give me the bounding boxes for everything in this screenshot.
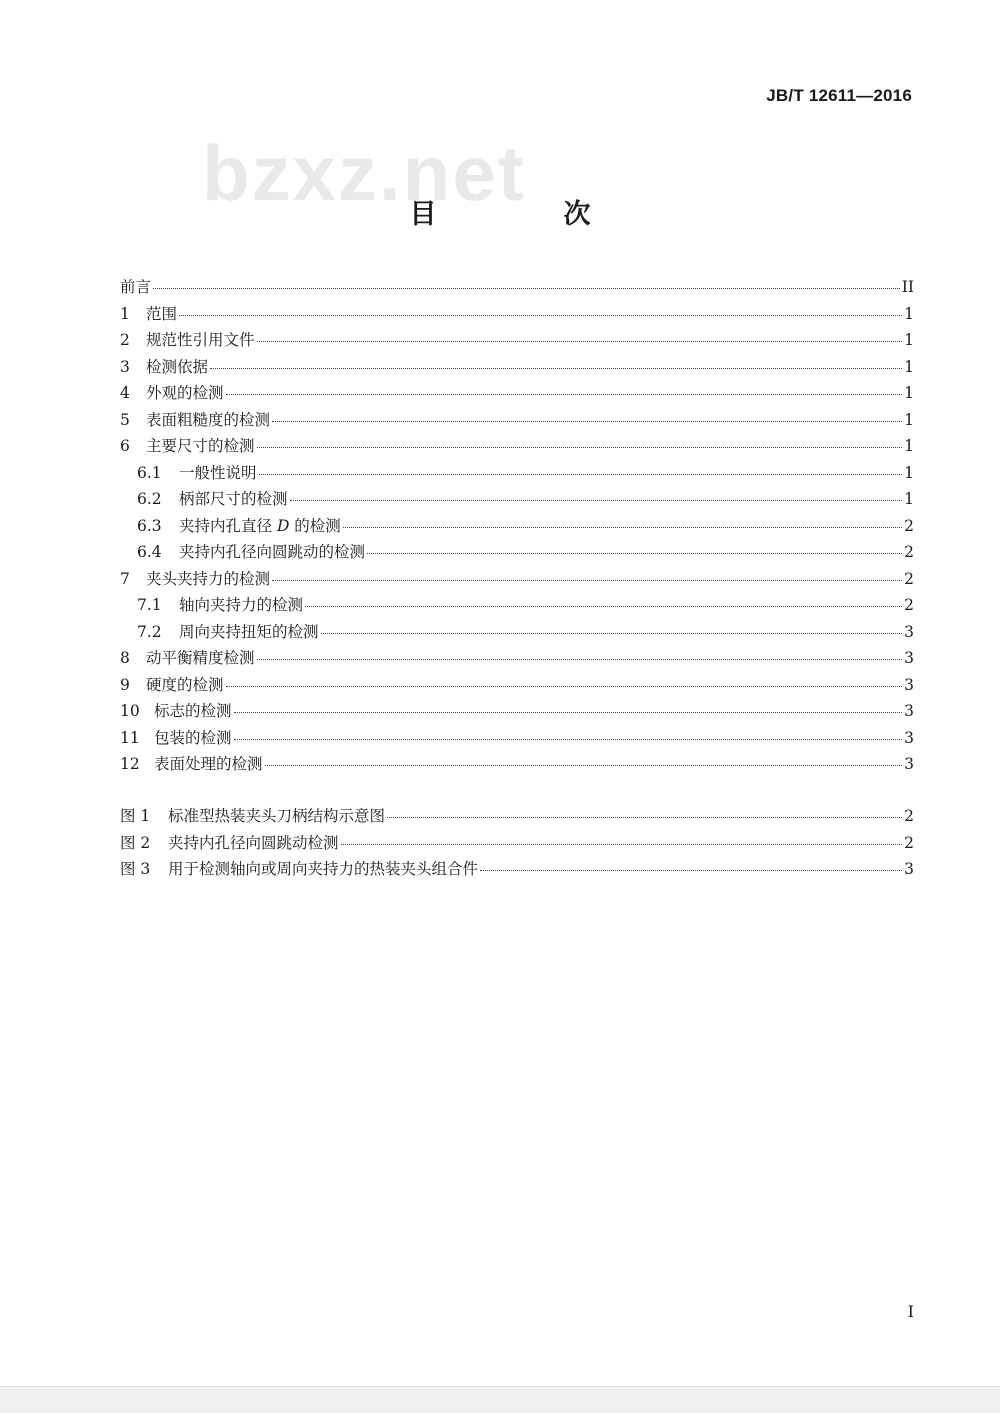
page-title: 目 次: [409, 199, 641, 230]
toc-entry-label: 动平衡精度检测: [146, 649, 255, 667]
toc-entry-label: 包装的检测: [154, 728, 232, 747]
dot-leader: [257, 658, 903, 660]
toc-entry-page: 3: [904, 702, 914, 720]
toc-entry-label: 夹头夹持力的检测: [146, 569, 271, 588]
toc-entry-number: 3: [120, 357, 130, 376]
dot-leader: [343, 526, 902, 528]
toc-entry-label: 轴向夹持力的检测: [179, 596, 304, 614]
symbol-d: D: [276, 516, 290, 535]
figure-page: 3: [904, 860, 914, 878]
toc-entry-number: 7.1: [137, 596, 162, 614]
dot-leader: [257, 340, 903, 342]
toc-entry-number: 7.2: [137, 622, 162, 641]
dot-leader: [210, 367, 902, 369]
figure-label: 用于检测轴向或周向夹持力的热装夹头组合件: [168, 860, 479, 878]
toc-entry-8[interactable]: [120, 645, 914, 672]
toc-entry-label: 柄部尺寸的检测: [179, 490, 288, 508]
toc-entry-number: 6.1: [137, 463, 162, 482]
page-number: I: [907, 1302, 914, 1321]
toc-entry-page: 3: [904, 675, 914, 694]
toc-entry-label: 表面粗糙度的检测: [146, 410, 271, 429]
toc-entry-page: 2: [904, 569, 914, 588]
toc-entry-number: 5: [120, 410, 130, 429]
toc-entry-2[interactable]: [120, 327, 914, 354]
dot-leader: [257, 446, 903, 448]
toc-entry-10[interactable]: [120, 698, 914, 725]
toc-entry-label: 表面处理的检测: [154, 755, 263, 773]
toc-entry-6-1[interactable]: [120, 460, 914, 487]
dot-leader: [153, 287, 900, 289]
toc-entry-page: 1: [904, 437, 914, 455]
dot-leader: [259, 473, 903, 475]
toc-entry-page: 3: [904, 649, 914, 667]
toc-entry-number: 7: [120, 569, 130, 588]
list-of-figures: [120, 803, 914, 883]
dot-leader: [290, 499, 903, 501]
table-of-contents: [120, 274, 914, 778]
standard-code: JB/T 12611—2016: [766, 86, 912, 105]
dot-leader: [305, 605, 902, 607]
dot-leader: [234, 711, 903, 713]
dot-leader: [265, 764, 903, 766]
toc-entry-1[interactable]: [120, 301, 914, 328]
dot-leader: [321, 632, 903, 634]
page-bottom-edge: [0, 1386, 1000, 1413]
dot-leader: [387, 816, 902, 818]
toc-entry-foreword[interactable]: [120, 274, 914, 301]
toc-entry-12[interactable]: [120, 751, 914, 778]
figure-number: 图 1: [120, 807, 151, 825]
toc-entry-label: 夹持内孔径向圆跳动的检测: [179, 543, 366, 561]
toc-entry-number: 6: [120, 437, 130, 455]
dot-leader: [480, 869, 902, 871]
figure-entry-2[interactable]: [120, 830, 914, 857]
toc-entry-number: 4: [120, 384, 130, 402]
toc-entry-number: 11: [120, 728, 140, 747]
dot-leader: [179, 314, 902, 316]
toc-entry-9[interactable]: [120, 672, 914, 699]
toc-entry-label: 外观的检测: [146, 384, 224, 402]
toc-entry-label: 规范性引用文件: [146, 331, 255, 349]
toc-entry-6-4[interactable]: [120, 539, 914, 566]
toc-entry-page: 2: [904, 516, 914, 535]
toc-entry-page: 3: [904, 755, 914, 773]
toc-entry-7-1[interactable]: [120, 592, 914, 619]
toc-entry-page: 3: [904, 728, 914, 747]
toc-entry-label: [179, 513, 341, 540]
toc-entry-number: 2: [120, 331, 130, 349]
label-text: 夹持内孔直径: [179, 516, 277, 535]
toc-entry-label: 硬度的检测: [146, 675, 224, 694]
dot-leader: [272, 420, 902, 422]
dot-leader: [234, 738, 903, 740]
toc-entry-label: 检测依据: [146, 357, 209, 376]
figure-label: 标准型热装夹头刀柄结构示意图: [168, 807, 386, 825]
figure-entry-3[interactable]: [120, 856, 914, 883]
toc-entry-label: 一般性说明: [179, 463, 257, 482]
toc-entry-6-3[interactable]: [120, 513, 914, 540]
toc-entry-page: 1: [904, 490, 914, 508]
watermark: bzxz.net: [202, 129, 526, 217]
figure-number: 图 3: [120, 860, 151, 878]
dot-leader: [226, 685, 903, 687]
toc-entry-page: 3: [904, 622, 914, 641]
toc-entry-number: 8: [120, 649, 130, 667]
toc-entry-7[interactable]: [120, 566, 914, 593]
toc-entry-page: 1: [904, 357, 914, 376]
toc-entry-number: 12: [120, 755, 140, 773]
toc-entry-5[interactable]: [120, 407, 914, 434]
toc-entry-page: 2: [904, 543, 914, 561]
toc-entry-page: II: [901, 278, 914, 296]
figure-number: 图 2: [120, 833, 151, 852]
toc-entry-6[interactable]: [120, 433, 914, 460]
toc-entry-label: 前言: [120, 278, 152, 296]
toc-entry-label: 标志的检测: [154, 702, 232, 720]
toc-entry-page: 1: [904, 384, 914, 402]
toc-entry-page: 1: [904, 410, 914, 429]
figure-label: 夹持内孔径向圆跳动检测: [168, 833, 339, 852]
toc-entry-number: 6.3: [137, 516, 162, 535]
toc-entry-label: 周向夹持扭矩的检测: [179, 622, 319, 641]
toc-entry-3[interactable]: [120, 354, 914, 381]
toc-entry-page: 1: [904, 463, 914, 482]
toc-entry-6-2[interactable]: [120, 486, 914, 513]
figure-page: 2: [904, 833, 914, 852]
figure-entry-1[interactable]: [120, 803, 914, 830]
toc-entry-number: 6.2: [137, 490, 162, 508]
label-text: 的检测: [289, 516, 341, 535]
toc-entry-page: 1: [904, 304, 914, 323]
figure-page: 2: [904, 807, 914, 825]
toc-entry-number: 6.4: [137, 543, 162, 561]
toc-entry-page: 1: [904, 331, 914, 349]
toc-entry-number: 1: [120, 304, 130, 323]
toc-entry-number: 10: [120, 702, 140, 720]
dot-leader: [272, 579, 902, 581]
toc-entry-number: 9: [120, 675, 130, 694]
toc-entry-label: 主要尺寸的检测: [146, 437, 255, 455]
toc-entry-11[interactable]: [120, 725, 914, 752]
toc-entry-7-2[interactable]: [120, 619, 914, 646]
dot-leader: [367, 552, 902, 554]
dot-leader: [226, 393, 903, 395]
toc-entry-page: 2: [904, 596, 914, 614]
dot-leader: [341, 843, 903, 845]
toc-entry-4[interactable]: [120, 380, 914, 407]
toc-entry-label: 范围: [146, 304, 178, 323]
